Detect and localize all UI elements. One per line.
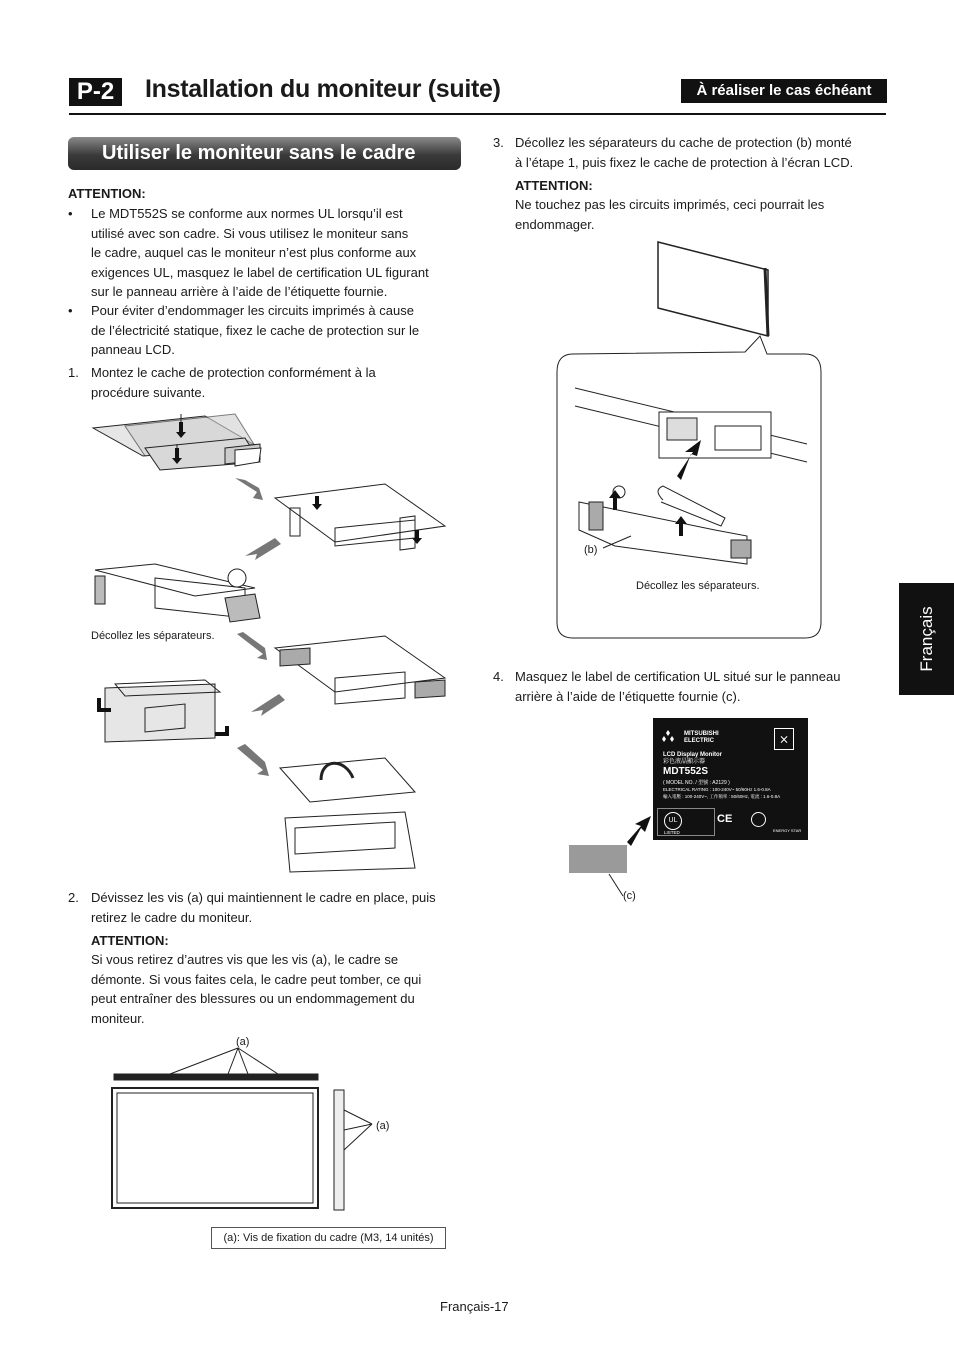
model-number: ( MODEL NO. / 型號 : A2129 ) — [663, 780, 730, 786]
bullet-1: Le MDT552S se conforme aux normes UL lorsqu’il est utilisé avec son cadre. Si vous utilisez le moniteur sans le cadre, auquel cas le moniteur n’est plus conforme aux exigences UL, masquez le label de certification UL figurant sur le panneau arrière à l’aide de l’étiquette fournie. — [91, 206, 429, 299]
step-2-text: Dévissez les vis (a) qui maintiennent le cadre en place, puis retirez le cadre du moniteur. — [91, 890, 436, 925]
attention-label: ATTENTION: — [515, 178, 593, 193]
label-a-top: (a) — [236, 1036, 250, 1048]
step-number: 1. — [68, 365, 79, 380]
attention-label: ATTENTION: — [68, 186, 146, 201]
fig1-caption: Décollez les séparateurs. — [91, 630, 215, 642]
label-b: (b) — [584, 544, 598, 556]
brand-line-1: MITSUBISHI — [684, 731, 719, 737]
mitsubishi-logo-icon — [661, 730, 673, 742]
step-3-text: Décollez les séparateurs du cache de protection (b) monté à l’étape 1, puis fixez le cache de protection à l’écran LCD. — [515, 135, 854, 170]
step-4-text: Masquez le label de certification UL situé sur le panneau arrière à l’aide de l’étiquette fournie (c). — [515, 669, 841, 704]
page-number: Français-17 — [440, 1299, 509, 1314]
step-1-text: Montez le cache de protection conformément à la procédure suivante. — [91, 365, 376, 400]
optional-tag: À réaliser le cas échéant — [681, 79, 887, 103]
attention-text: Ne touchez pas les circuits imprimés, ceci pourrait les endommager. — [515, 197, 825, 232]
product-name: LCD Display Monitor — [663, 752, 723, 758]
step-number: 3. — [493, 135, 504, 150]
ul-certification-mark: UL LISTED — [657, 808, 715, 836]
frame-screws-diagram — [110, 1040, 410, 1220]
language-tab: Français — [899, 583, 954, 695]
rating-line-1: ELECTRICAL RATING : 100-240V~ 50/60Hz 1.6-0.8A — [663, 787, 771, 792]
attention-2-text: Si vous retirez d’autres vis que les vis (a), le cadre se démonte. Si vous faites cela, le cadre peut tomber, ce qui peut entraîner des blessures ou un endommagement du moniteur. — [91, 952, 422, 1026]
cover-assembly-diagram — [85, 408, 465, 878]
ul-nameplate — [653, 718, 808, 840]
bullet-dot: • — [68, 303, 73, 318]
step-number: 4. — [493, 669, 504, 684]
ce-mark: CE — [717, 813, 733, 825]
fig2-caption: (a): Vis de fixation du cadre (M3, 14 unités) — [211, 1227, 446, 1249]
weee-bin-icon: ⨯ — [774, 728, 794, 750]
attention-label: ATTENTION: — [91, 933, 169, 948]
sticker-arrow — [605, 812, 665, 902]
section-badge: P-2 — [69, 78, 122, 106]
brand-line-2: ELECTRIC — [684, 738, 714, 744]
bullet-2: Pour éviter d’endommager les circuits imprimés à cause de l’électricité statique, fixez le cache de protection sur le panneau LCD. — [91, 303, 420, 357]
label-c: (c) — [623, 890, 636, 902]
step-number: 2. — [68, 890, 79, 905]
page-title: Installation du moniteur (suite) — [145, 75, 501, 103]
rating-line-2: 輸入電壓 : 100-240V~, 工作頻率 : 50/60Hz, 電流 : 1.6-0.8A — [663, 794, 781, 799]
label-a-side: (a) — [376, 1120, 390, 1132]
section-heading: Utiliser le moniteur sans le cadre — [68, 137, 461, 170]
recycle-mark-icon — [751, 812, 766, 827]
model-name: MDT552S — [663, 766, 709, 777]
bullet-dot: • — [68, 206, 73, 221]
header-rule — [69, 113, 886, 115]
fig3-caption: Décollez les séparateurs. — [636, 580, 760, 592]
product-name-cn: 彩色液晶顯示器 — [663, 759, 706, 765]
energy-star-mark: ENERGY STAR — [773, 828, 802, 833]
